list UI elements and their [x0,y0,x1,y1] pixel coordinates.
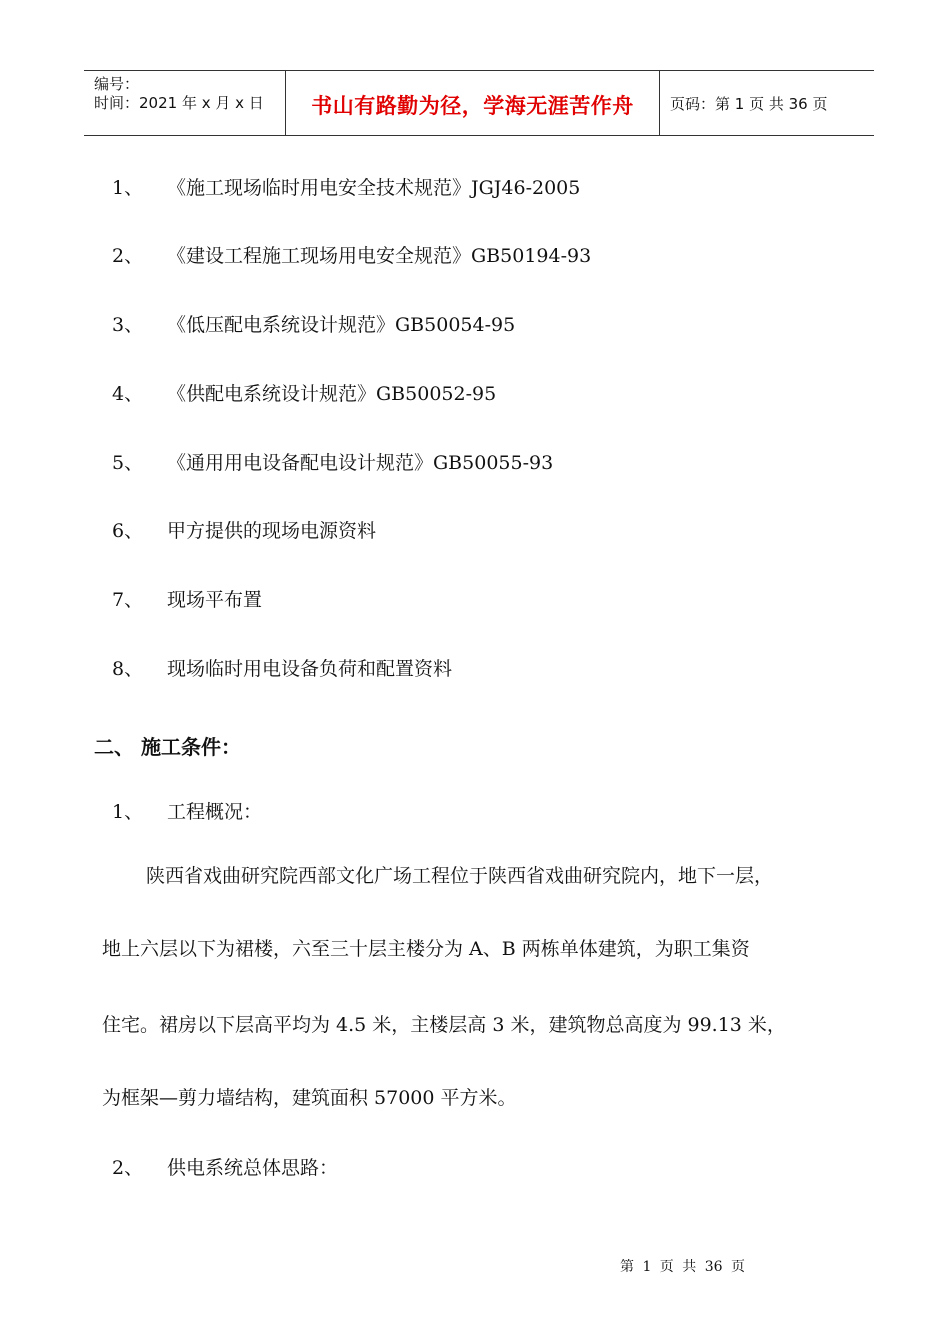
header-meta-cell [84,71,286,135]
reference-number: 1、 [112,177,144,199]
header-page-cell [660,71,874,135]
reference-number: 3、 [112,314,144,336]
reference-text: 甲方提供的现场电源资料 [167,520,377,542]
section-item-text: 供电系统总体思路： [167,1157,339,1179]
section-item-number: 1、 [112,801,144,823]
section-item-number: 2、 [112,1157,144,1179]
reference-number: 8、 [112,658,144,680]
reference-number: 6、 [112,520,144,542]
reference-text: 《低压配电系统设计规范》GB50054-95 [167,314,516,336]
reference-text: 现场平布置 [167,589,263,611]
reference-number: 4、 [112,383,144,405]
paragraph-line: 地上六层以下为裙楼，六至三十层主楼分为 A、B 两栋单体建筑，为职工集资 [102,938,750,960]
reference-number: 5、 [112,452,144,474]
header-motto-cell [286,71,660,135]
page-header [84,70,874,136]
paragraph-line: 陕西省戏曲研究院西部文化广场工程位于陕西省戏曲研究院内，地下一层， [146,865,774,887]
section-item-text: 工程概况： [167,801,263,823]
reference-text: 现场临时用电设备负荷和配置资料 [167,658,453,680]
header-page-info: 页码：第 1 页 共 36 页 [670,94,828,113]
serial-label: 编号： [94,75,140,93]
reference-text: 《通用用电设备配电设计规范》GB50055-93 [167,452,554,474]
reference-text: 《施工现场临时用电安全技术规范》JGJ46-2005 [167,177,581,199]
reference-number: 7、 [112,589,144,611]
reference-text: 《建设工程施工现场用电安全规范》GB50194-93 [167,245,592,267]
page-footer: 第 1 页 共 36 页 [620,1259,745,1275]
reference-number: 2、 [112,245,144,267]
paragraph-line: 住宅。裙房以下层高平均为 4.5 米，主楼层高 3 米，建筑物总高度为 99.13 米， [102,1014,786,1036]
reference-text: 《供配电系统设计规范》GB50052-95 [167,383,497,405]
time-label: 时间：2021 年 x 月 x 日 [94,94,264,112]
paragraph-line: 为框架—剪力墙结构，建筑面积 57000 平方米。 [102,1087,517,1109]
section-heading: 二、 施工条件： [94,735,241,759]
header-motto: 书山有路勤为径，学海无涯苦作舟 [311,94,634,118]
